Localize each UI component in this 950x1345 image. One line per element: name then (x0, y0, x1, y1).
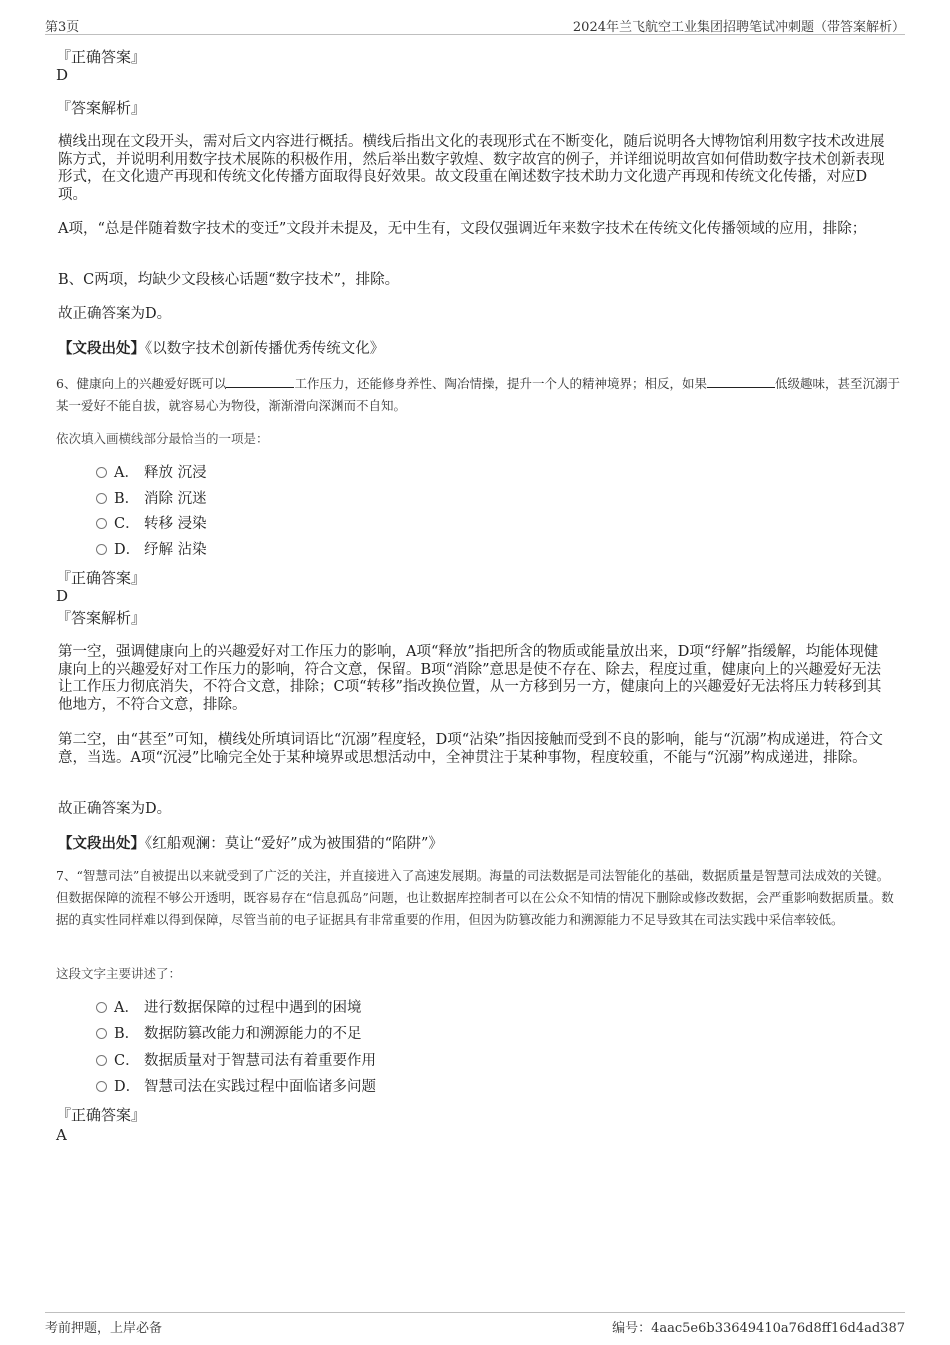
q6-stem-part-a: 6、健康向上的兴趣爱好既可以 (56, 376, 227, 391)
q5-source (58, 340, 888, 359)
radio-icon[interactable] (96, 544, 107, 555)
footer-slogan: 考前押题，上岸必备 (45, 1321, 163, 1336)
radio-icon[interactable] (96, 1028, 107, 1039)
page-header (45, 14, 905, 35)
q5-source-label: 【文段出处】 (58, 340, 145, 357)
radio-icon[interactable] (96, 493, 107, 504)
option-text: 纾解 沾染 (144, 542, 207, 558)
q7-option-c[interactable] (96, 1052, 376, 1070)
q6-blank-2 (707, 375, 775, 388)
q7-option-a[interactable] (96, 999, 362, 1017)
q5-analysis-label: 『答案解析』 (56, 99, 147, 117)
q6-option-b[interactable] (96, 490, 207, 508)
radio-icon[interactable] (96, 1002, 107, 1013)
q5-analysis-p1: 横线出现在文段开头，需对后文内容进行概括。横线后指出文化的表现形式在不断变化，随后说明各大博物馆利用数字技术改进展陈方式，并说明利用数字技术展陈的积极作用，然后举出数字敦煌、数字故宫的例子，并详细说明故宫如何借助数字技术创新表现形式，在文化遗产再现和传统文化传播方面取得良好效果。故文段重在阐述数字技术助力文化遗产再现和传统文化传播，对应D项。 (58, 134, 885, 203)
radio-icon[interactable] (96, 1081, 107, 1092)
q7-stem: 7、“智慧司法”自被提出以来就受到了广泛的关注，并直接进入了高速发展期。海量的司法数据是司法智能化的基础，数据质量是智慧司法成效的关键。但数据保障的流程不够公开透明，既容易存在“信息孤岛”问题，也让数据库控制者可以在公众不知情的情况下删除或修改数据，会严重影响数据质量。数据的真实性同样难以得到保障，尽管当前的电子证据具有非常重要的作用，但因为防篡改能力和溯源能力不足导致其在司法实践中采信率较低。 (56, 868, 894, 927)
q5-analysis-p3: B、C两项，均缺少文段核心话题“数字技术”，排除。 (58, 272, 400, 288)
q6-option-a[interactable] (96, 464, 207, 482)
option-letter: B． (114, 491, 140, 507)
q5-source-title: 《以数字技术创新传播优秀传统文化》 (145, 341, 385, 357)
radio-icon[interactable] (96, 1055, 107, 1066)
page-number: 第3页 (45, 20, 80, 35)
option-text: 释放 沉浸 (144, 465, 207, 481)
q6-stem (56, 373, 901, 417)
option-text: 进行数据保障的过程中遇到的困境 (144, 1000, 362, 1016)
q7-option-b[interactable] (96, 1025, 362, 1043)
q6-source-title: 《红船观澜：莫让“爱好”成为被围猎的“陷阱”》 (145, 836, 443, 852)
q7-option-d[interactable] (96, 1078, 376, 1096)
option-letter: C． (114, 1053, 140, 1069)
q6-option-d[interactable] (96, 541, 207, 559)
radio-icon[interactable] (96, 467, 107, 478)
q6-stem-part-b: 工作压力，还能修身养性、陶冶情操，提升一个人的精神境界；相反，如果 (294, 376, 707, 391)
q5-analysis-p4: 故正确答案为D。 (58, 306, 172, 322)
option-letter: A． (114, 1000, 139, 1016)
q6-source (58, 835, 888, 854)
option-text: 转移 浸染 (144, 516, 207, 532)
option-letter: D． (114, 542, 141, 558)
q6-blank-1 (226, 375, 294, 388)
q6-analysis-label: 『答案解析』 (56, 609, 147, 627)
q5-answer: D (56, 66, 69, 84)
document-title: 2024年兰飞航空工业集团招聘笔试冲刺题（带答案解析） (572, 20, 905, 35)
q6-analysis-p1: 第一空，强调健康向上的兴趣爱好对工作压力的影响，A项“释放”指把所含的物质或能量放出来，D项“纾解”指缓解，均能体现健康向上的兴趣爱好对工作压力的影响，符合文意，保留。B项“消除”意思是使不存在、除去，程度过重，健康向上的兴趣爱好无法让工作压力彻底消失，不符合文意，排除；C项“转移”指改换位置，从一方移到另一方，健康向上的兴趣爱好无法将压力转移到其他地方，不符合文意，排除。 (58, 644, 882, 713)
q6-option-c[interactable] (96, 515, 207, 533)
footer-serial: 编号：4aac5e6b33649410a76d8ff16d4ad387 (612, 1321, 905, 1336)
q7-answer: A (56, 1126, 67, 1144)
q5-analysis-p2: A项，“总是伴随着数字技术的变迁”文段并未提及，无中生有，文段仅强调近年来数字技术在传统文化传播领域的应用，排除； (58, 221, 867, 237)
q6-stem-part-c: 低级趣味，甚至沉溺于某一爱好不能自拔，就容易心为物役，渐渐滑向深渊而不自知。 (56, 376, 900, 413)
q7-prompt: 这段文字主要讲述了： (56, 966, 182, 981)
page-footer (45, 1312, 905, 1335)
option-letter: A． (114, 465, 139, 481)
radio-icon[interactable] (96, 518, 107, 529)
q7-answer-label: 『正确答案』 (56, 1106, 147, 1124)
option-text: 数据质量对于智慧司法有着重要作用 (144, 1053, 376, 1069)
option-letter: C． (114, 516, 140, 532)
q5-answer-label: 『正确答案』 (56, 48, 147, 66)
q6-prompt: 依次填入画横线部分最恰当的一项是： (56, 431, 269, 446)
option-text: 数据防篡改能力和溯源能力的不足 (144, 1026, 362, 1042)
q6-analysis-p3: 故正确答案为D。 (58, 801, 172, 817)
q6-answer: D (56, 587, 69, 605)
q6-source-label: 【文段出处】 (58, 835, 145, 852)
q6-answer-label: 『正确答案』 (56, 569, 147, 587)
option-text: 智慧司法在实践过程中面临诸多问题 (144, 1079, 376, 1095)
q6-analysis-p2: 第二空，由“甚至”可知，横线处所填词语比“沉溺”程度轻，D项“沾染”指因接触而受到不良的影响，能与“沉溺”构成递进，符合文意，当选。A项“沉浸”比喻完全处于某种境界或思想活动中，全神贯注于某种事物，程度较重，不能与“沉溺”构成递进，排除。 (58, 732, 883, 766)
option-letter: D． (114, 1079, 141, 1095)
option-letter: B． (114, 1026, 140, 1042)
option-text: 消除 沉迷 (144, 491, 207, 507)
